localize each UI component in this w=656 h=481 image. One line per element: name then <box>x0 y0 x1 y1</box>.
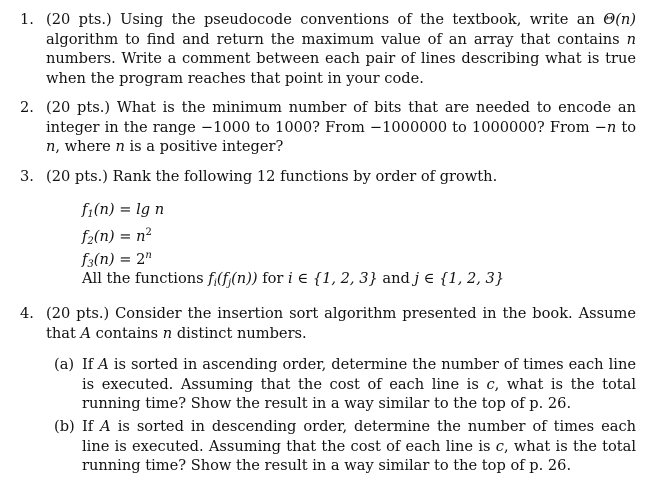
problem-number: 1. <box>20 11 34 28</box>
subpart-label: (a) <box>54 356 75 373</box>
subpart-text: If A is sorted in descending order, determine the number of times each line is executed. Assuming that the cost of each line is c, what is the total running time? Show the result in a way similar to the top of p. 26. <box>82 418 637 475</box>
function-f2: $f_2(n) = n^2$ <box>82 227 152 247</box>
problem-number: 4. <box>20 305 34 322</box>
problem-2 <box>20 98 636 157</box>
problem-3 <box>20 167 636 187</box>
problem-text: (20 pts.) Consider the insertion sort algorithm presented in the book. Assume that A contains n distinct numbers. <box>46 305 637 342</box>
problem-4a <box>54 355 636 414</box>
problem-text: (20 pts.) Using the pseudocode conventions of the textbook, write an Θ(n) algorithm to find and return the maximum value of an array that contains n numbers. Write a comment between each pair of lines describing what is true when the program reaches that point in your code. <box>46 11 637 87</box>
problem-4b <box>54 417 636 476</box>
problem-1 <box>20 10 636 88</box>
subpart-text: If A is sorted in ascending order, determine the number of times each line is executed. Assuming that the cost of each line is c, what is the total running time? Show the result in a way similar to the top of p. 26. <box>82 356 637 413</box>
problem-number: 2. <box>20 99 34 116</box>
function-f3: $f_3(n) = 2^n$ <box>82 250 152 270</box>
theta-n: Θ(n) <box>603 11 637 28</box>
function-f1: $f_1(n) = \lg n$ <box>82 201 165 220</box>
problem-text: (20 pts.) Rank the following 12 functions by order of growth. <box>46 168 498 185</box>
problem-4 <box>20 304 636 343</box>
problem-text: (20 pts.) What is the minimum number of bits that are needed to encode an integer in the range −1000 to 1000? From −1000000 to 1000000? From −n to n, where n is a positive integer? <box>46 99 637 156</box>
all-functions-line: All the functions $f_i(f_j(n))$ for i ∈ {1, 2, 3} and j ∈ {1, 2, 3} <box>82 270 505 289</box>
problem-number: 3. <box>20 168 34 185</box>
subpart-label: (b) <box>54 418 75 435</box>
